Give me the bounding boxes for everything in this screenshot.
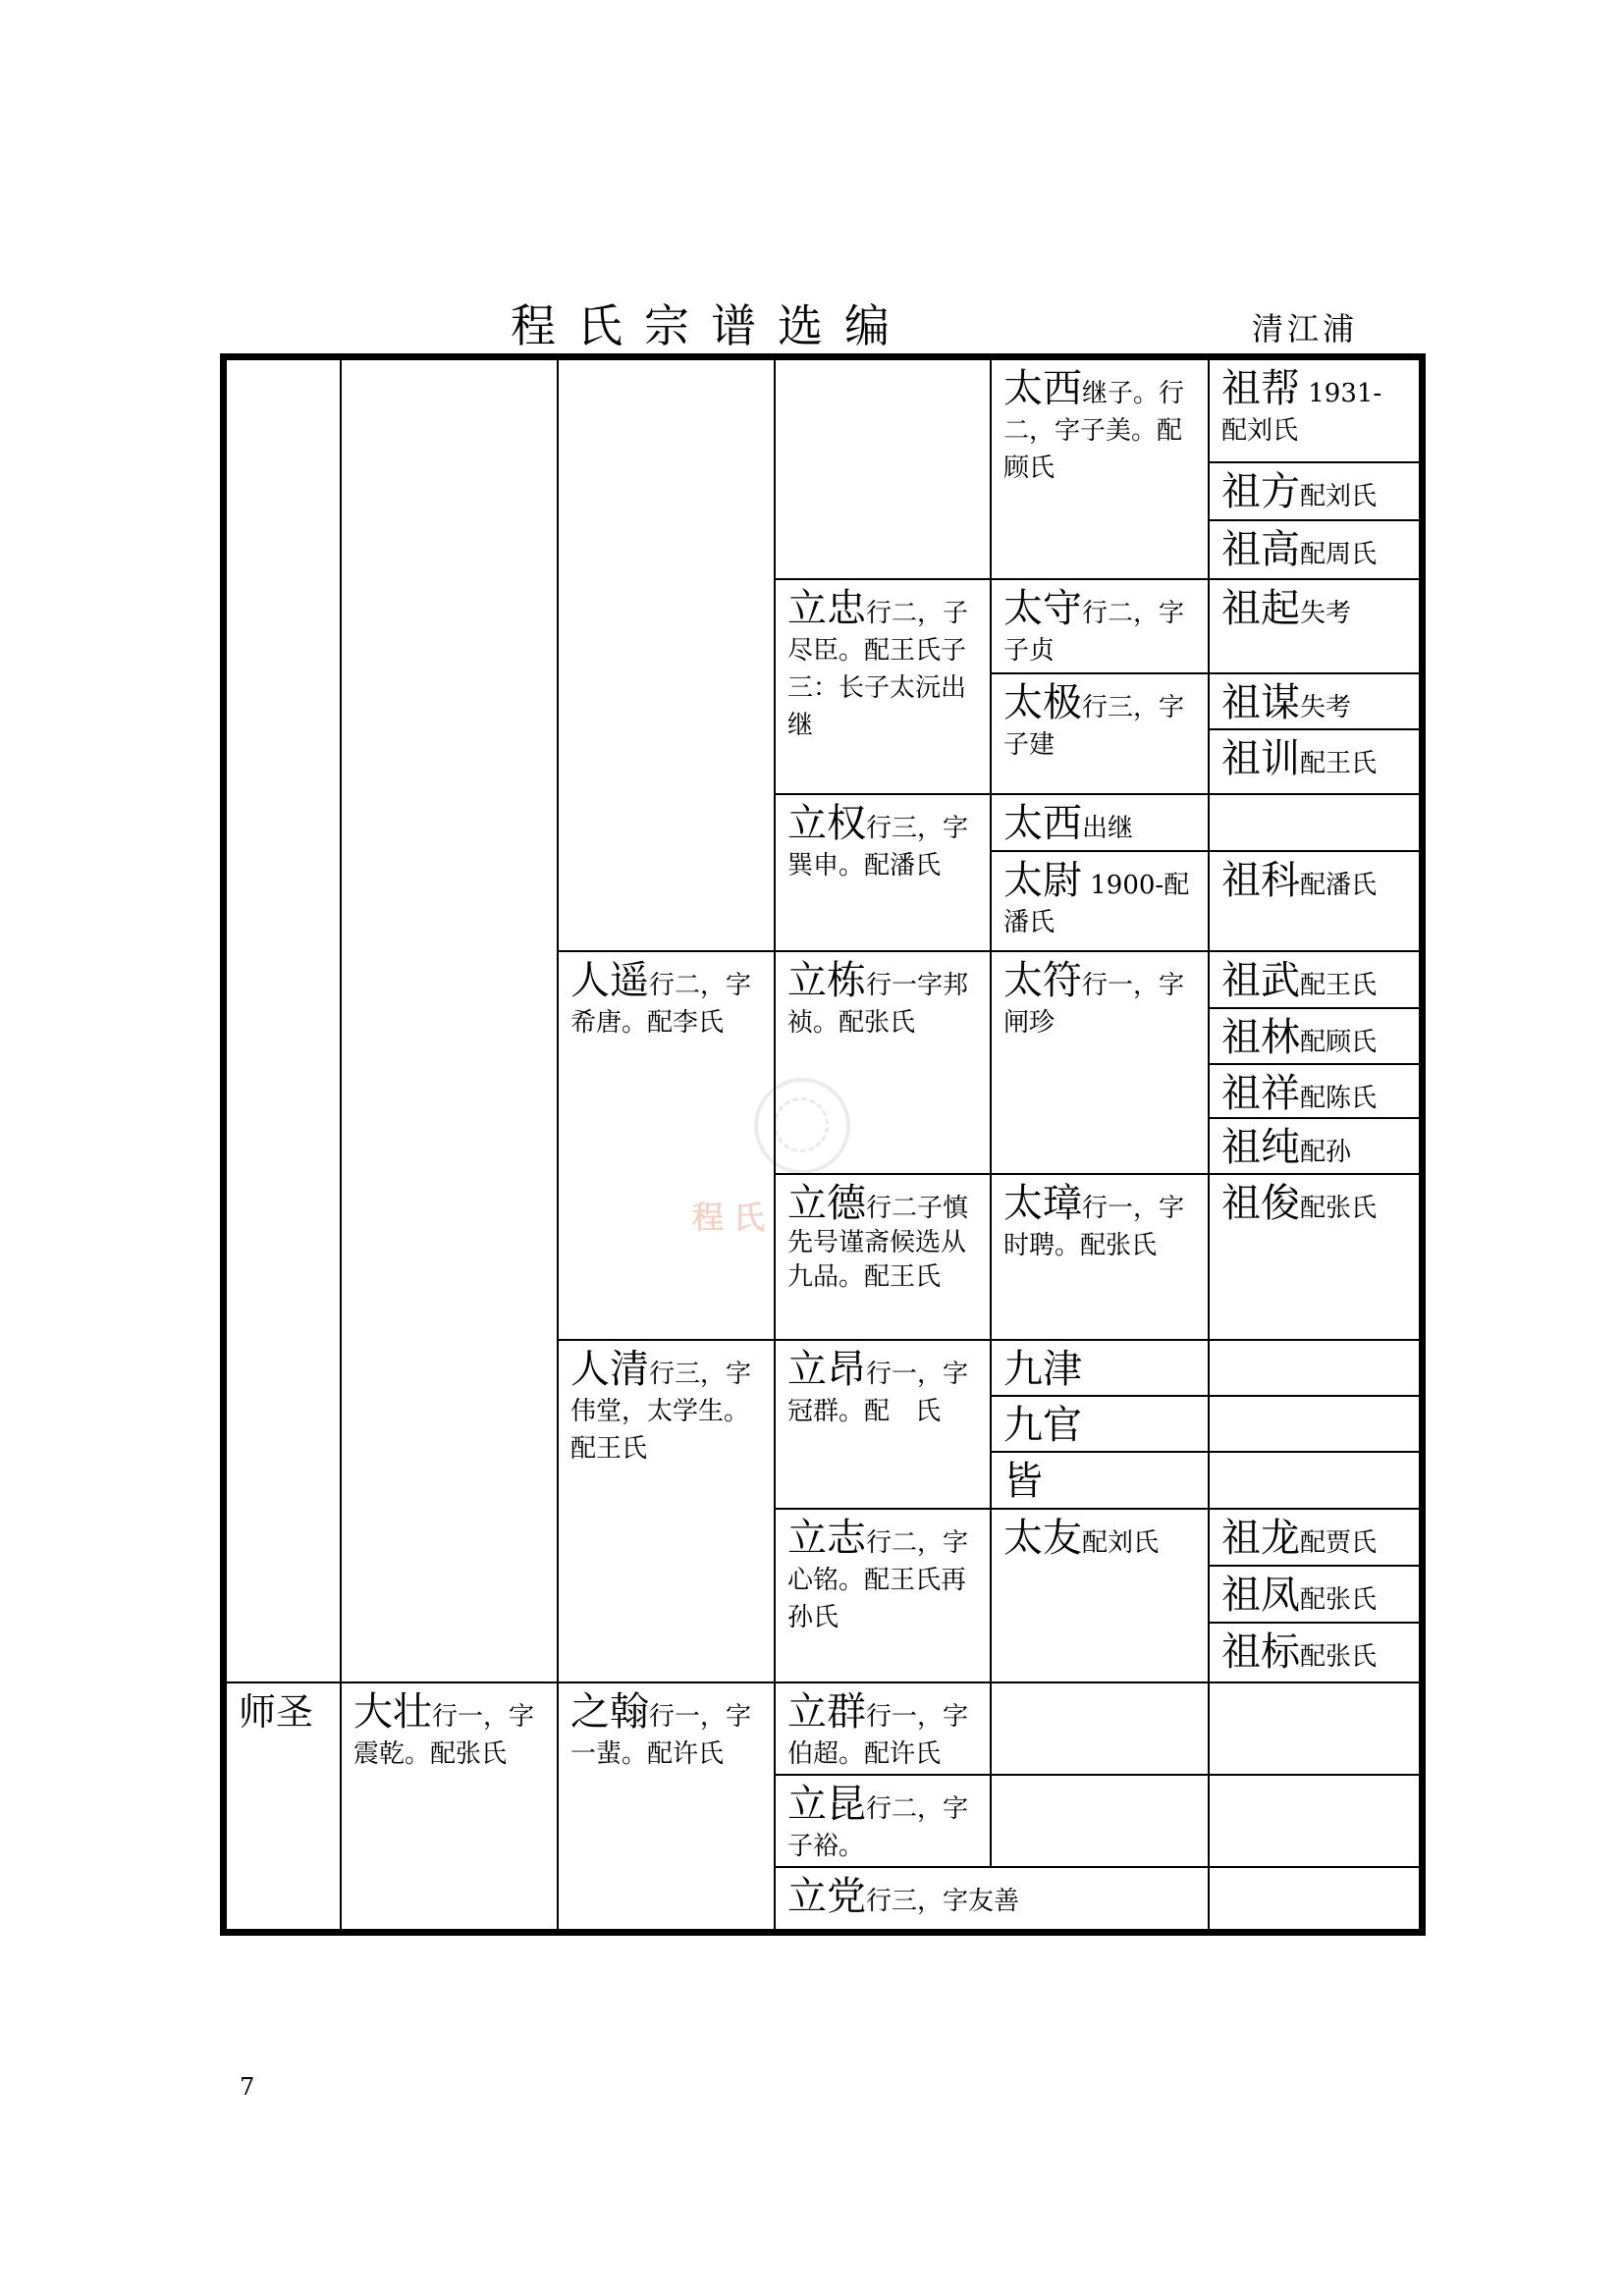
member-note: 行二，字子贞 [1003, 599, 1185, 666]
genealogy-cell-lidang [774, 1866, 1210, 1931]
genealogy-cell-liquan [774, 793, 992, 952]
genealogy-cell-zhihan [557, 1682, 776, 1931]
genealogy-cell-renyao [557, 950, 776, 1341]
genealogy-cell-jiuguan [990, 1395, 1210, 1453]
member-name: 祖武 [1221, 958, 1300, 1003]
member-note: 行二子慎先号谨斋候选从九品。配王氏 [787, 1194, 969, 1292]
genealogy-cell-zumou [1208, 672, 1421, 730]
genealogy-cell-dazhuang [340, 1682, 559, 1931]
member-note: 失考 [1300, 599, 1352, 628]
genealogy-cell-lizhi [774, 1508, 992, 1683]
genealogy-cell-col4-top [774, 358, 992, 580]
genealogy-cell-zugao [1208, 519, 1421, 580]
member-name: 立昆 [787, 1782, 866, 1827]
member-name: 祖高 [1221, 527, 1300, 572]
genealogy-cell-jie [990, 1451, 1210, 1510]
member-name: 太西 [1003, 366, 1082, 411]
member-note: 1931-配刘氏 [1221, 379, 1382, 446]
member-name: 人清 [570, 1347, 649, 1392]
genealogy-cell-col1-top [225, 358, 342, 1683]
genealogy-cell-lidong [774, 950, 992, 1175]
member-note: 配张氏 [1300, 1642, 1378, 1672]
member-note: 出继 [1082, 814, 1134, 843]
genealogy-cell-zulin [1208, 1007, 1421, 1065]
genealogy-cell-col6-liqun [1208, 1682, 1421, 1776]
member-name: 祖训 [1221, 736, 1300, 781]
member-name: 人遥 [570, 958, 649, 1003]
member-name: 立党 [787, 1874, 866, 1919]
genealogy-cell-taishou [990, 578, 1210, 674]
member-name: 太守 [1003, 586, 1082, 631]
member-note: 行一，字冠群。配 氏 [787, 1360, 969, 1426]
member-name: 九津 [1003, 1347, 1082, 1392]
genealogy-cell-col6-blank1 [1208, 793, 1421, 852]
member-note: 配潘氏 [1300, 871, 1378, 900]
genealogy-cell-col5-liqun [990, 1682, 1210, 1776]
member-name: 大壮 [353, 1689, 432, 1735]
member-name: 祖谋 [1221, 680, 1300, 725]
genealogy-cell-taifu [990, 950, 1210, 1175]
member-name: 祖龙 [1221, 1516, 1300, 1561]
genealogy-cell-col6-jiujin [1208, 1339, 1421, 1397]
genealogy-cell-taiwei [990, 850, 1210, 952]
member-name: 立群 [787, 1689, 866, 1735]
member-name: 祖俊 [1221, 1181, 1300, 1226]
genealogy-cell-jiujin [990, 1339, 1210, 1397]
genealogy-cell-liqun [774, 1682, 992, 1776]
member-note: 配贾氏 [1300, 1528, 1378, 1558]
member-note: 配刘氏 [1300, 482, 1378, 511]
member-name: 立忠 [787, 586, 866, 631]
genealogy-cell-taixi2 [990, 793, 1210, 852]
member-note: 行二，字希唐。配李氏 [570, 971, 752, 1038]
member-note: 行一，字时聘。配张氏 [1003, 1194, 1185, 1260]
member-note: 行一，字一蜚。配许氏 [570, 1702, 752, 1769]
genealogy-cell-zuke [1208, 850, 1421, 952]
member-note: 行三，字友善 [866, 1887, 1020, 1916]
genealogy-cell-shisheng [225, 1682, 342, 1931]
genealogy-cell-likun [774, 1774, 992, 1868]
genealogy-cell-zubiao [1208, 1622, 1421, 1683]
genealogy-cell-zubang [1208, 358, 1421, 463]
genealogy-cell-liang [774, 1339, 992, 1510]
member-note: 师圣 [239, 1690, 314, 1734]
genealogy-cell-taixi1 [990, 358, 1210, 580]
member-name: 立德 [787, 1181, 866, 1226]
member-name: 祖标 [1221, 1629, 1300, 1675]
member-note: 继子。行二，字子美。配顾氏 [1003, 379, 1185, 483]
genealogy-cell-col5-likun [990, 1774, 1210, 1868]
member-name: 太璋 [1003, 1181, 1082, 1226]
page-title: 程氏宗谱选编 [511, 299, 911, 352]
genealogy-cell-renqing [557, 1339, 776, 1683]
member-name: 太符 [1003, 958, 1082, 1003]
genealogy-cell-col6-lidang [1208, 1866, 1421, 1931]
member-note: 配孙 [1300, 1138, 1352, 1167]
member-name: 祖科 [1221, 858, 1300, 903]
genealogy-cell-col6-jie [1208, 1451, 1421, 1510]
place-name: 清江浦 [1252, 310, 1359, 347]
member-name: 祖祥 [1221, 1071, 1300, 1116]
member-name: 立权 [787, 801, 866, 846]
genealogy-cell-zulong [1208, 1508, 1421, 1567]
genealogy-cell-lizhong [774, 578, 992, 795]
member-note: 配刘氏 [1082, 1528, 1160, 1558]
member-name: 立栋 [787, 958, 866, 1003]
genealogy-cell-zuxiang [1208, 1063, 1421, 1119]
member-name: 祖林 [1221, 1015, 1300, 1060]
member-note: 配张氏 [1300, 1585, 1378, 1615]
member-note: 行三，字伟堂，太学生。配王氏 [570, 1360, 752, 1464]
member-note: 行三，字子建 [1003, 693, 1185, 760]
member-name: 之翰 [570, 1689, 649, 1735]
member-note: 行二，字心铭。配王氏再孙氏 [787, 1528, 969, 1632]
member-note: 行一，字伯超。配许氏 [787, 1702, 969, 1769]
member-note: 1900-配潘氏 [1003, 871, 1190, 937]
genealogy-cell-zujun [1208, 1173, 1421, 1341]
member-note: 行一，字闸珍 [1003, 971, 1185, 1038]
member-name: 太尉 [1003, 858, 1082, 903]
genealogy-cell-zuchun [1208, 1117, 1421, 1175]
watermark-text: 程氏 [692, 1199, 776, 1236]
genealogy-cell-taiyou [990, 1508, 1210, 1683]
member-note: 行一，字震乾。配张氏 [353, 1702, 535, 1769]
member-name: 太极 [1003, 680, 1082, 725]
member-note: 配陈氏 [1300, 1084, 1378, 1113]
member-note: 配顾氏 [1300, 1028, 1378, 1057]
genealogy-cell-zuwu [1208, 950, 1421, 1009]
genealogy-cell-lide [774, 1173, 992, 1341]
member-name: 皆 [1003, 1459, 1043, 1504]
member-note: 配周氏 [1300, 540, 1378, 569]
genealogy-cell-col6-likun [1208, 1774, 1421, 1868]
member-name: 祖帮 [1221, 366, 1300, 411]
member-name: 立昂 [787, 1347, 866, 1392]
genealogy-cell-col2-top [340, 358, 559, 1683]
genealogy-cell-taiji [990, 672, 1210, 795]
member-name: 祖方 [1221, 469, 1300, 514]
genealogy-cell-col6-jiuguan [1208, 1395, 1421, 1453]
genealogy-cell-zuxun [1208, 728, 1421, 795]
member-note: 行二，字子裕。 [787, 1794, 969, 1861]
member-name: 九官 [1003, 1403, 1082, 1448]
member-name: 太西 [1003, 801, 1082, 846]
page-number: 7 [240, 2073, 255, 2101]
member-name: 立志 [787, 1516, 866, 1561]
member-note: 失考 [1300, 693, 1352, 722]
genealogy-cell-col3-top [557, 358, 776, 952]
genealogy-cell-zuqi [1208, 578, 1421, 674]
member-note: 行二，子尽臣。配王氏子三：长子太沅出继 [787, 599, 969, 740]
member-note: 配王氏 [1300, 749, 1378, 778]
member-note: 行一字邦祯。配张氏 [787, 971, 969, 1038]
member-note: 行三，字巽申。配潘氏 [787, 814, 969, 881]
member-note: 配王氏 [1300, 971, 1378, 1000]
member-note: 配张氏 [1300, 1194, 1378, 1223]
member-name: 祖纯 [1221, 1125, 1300, 1170]
member-name: 祖凤 [1221, 1573, 1300, 1618]
genealogy-cell-zufang [1208, 461, 1421, 521]
genealogy-cell-zufeng [1208, 1565, 1421, 1624]
member-name: 太友 [1003, 1516, 1082, 1561]
genealogy-cell-taizhang [990, 1173, 1210, 1341]
member-name: 祖起 [1221, 586, 1300, 631]
